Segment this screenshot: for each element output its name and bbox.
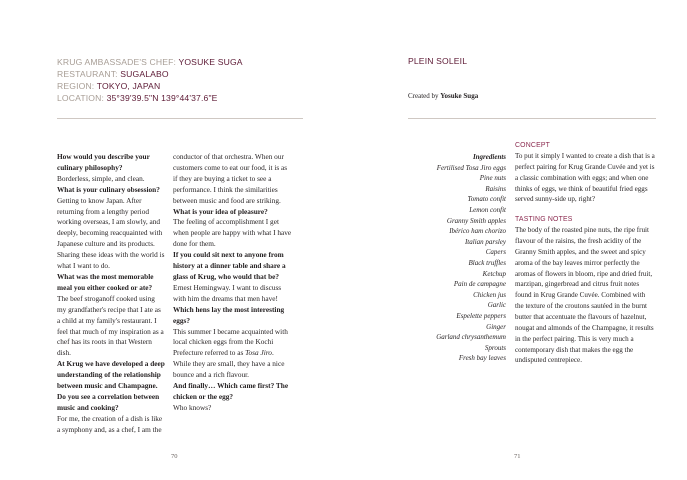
page-number-left: 70 (171, 453, 178, 460)
answer-part: . While they are small, they have a nice bounce and a rich flavour. (173, 348, 285, 380)
ingredient-item: Fresh bay leaves (458, 354, 506, 363)
chef-name: YOSUKE SUGA (178, 57, 243, 67)
question: What was the most memorable meal you either cooked or ate? (57, 271, 154, 292)
location-coords: 35°39'39.5"N 139°44'37.6"E (106, 93, 218, 103)
chef-line (57, 56, 337, 68)
question: What is your culinary obsession? (57, 184, 160, 194)
ingredient-item: Capers (485, 248, 506, 257)
ingredient-item: Garlic (487, 301, 506, 310)
answer (173, 327, 293, 382)
restaurant-label: RESTAURANT: (57, 69, 121, 79)
answer: For me, the creation of a dish is like a symphony and, as a chef, I am the (57, 413, 163, 434)
location-line (57, 92, 337, 104)
ingredient-item: Pain de campagne (453, 280, 506, 289)
question: And finally… Which came first? The chicken or the egg? (173, 381, 289, 401)
header-rule-left (57, 118, 303, 119)
ingredients-list (388, 152, 506, 364)
left-page (0, 0, 343, 480)
ingredient-item: Garland chrysanthemum (436, 333, 506, 342)
created-prefix: Created by (408, 92, 441, 100)
ingredient-item: Ketchup (482, 269, 506, 278)
restaurant-name: SUGALABO (120, 69, 169, 79)
interview-column-1 (57, 152, 165, 436)
answer-continued: conductor of that orchestra. When our customers come to eat our food, it is as if they are buying a ticket to see a performance. I think the similarities between music and food are striking. (173, 152, 288, 205)
created-name: Yosuke Suga (440, 92, 479, 100)
ingredient-item: Raisins (485, 184, 506, 193)
header-rule-right (408, 118, 656, 119)
question: Which hens lay the most interesting eggs? (173, 304, 285, 325)
region-label: REGION: (57, 81, 97, 91)
answer-part: This summer I became acquainted with local chicken eggs from the Kochi Prefecture referred to as (173, 326, 288, 358)
ingredient-item: Black truffles (468, 258, 506, 267)
ingredient-item: Sprouts (484, 343, 506, 352)
answer: Ernest Hemingway. I want to discuss with him the dreams that men have! (173, 282, 282, 303)
ingredient-item: Tomato confit (467, 195, 506, 204)
ingredient-item: Chicken jus (473, 290, 506, 299)
question: What is your idea of pleasure? (173, 206, 268, 216)
answer: Borderless, simple, and clean. (57, 173, 145, 183)
region-line (57, 80, 337, 92)
concept-text: To put it simply I wanted to create a dish that is a perfect pairing for Krug Grande Cuvée and yet is a classic combination with eggs; and when one thinks of eggs, we think of beautiful fried eggs served sunny-side up, right? (515, 152, 655, 204)
tasting-notes-text: The body of the roasted pine nuts, the ripe fruit flavour of the raisins, the fresh acidity of the Granny Smith apples, and the sweet and spicy aroma of the bay leaves mirror perfectly the aromas of flowers in bloom, ripe and dried fruit, marzipan, gingerbread and citrus fruit notes found in Krug Grande Cuvée. Combined with the texture of the croutons sautéed in the burnt butter that accentuate the flavours of hazelnut, nougat and almonds of the Champagne, it results in the perfect pairing. This is very much a contemporary dish that makes the egg the undisputed centrepiece. (515, 226, 654, 365)
answer: Getting to know Japan. After returning from a lengthy period working overseas, I am slowly, and deeply, becoming reacquainted with Japanese culture and its products. Sharing these ideas with the world is what I want to do. (57, 195, 165, 271)
created-by (408, 92, 478, 100)
ingredient-item: Italian parsley (464, 237, 506, 246)
right-page (343, 0, 687, 480)
ingredient-item: Pine nuts (479, 174, 506, 183)
ingredient-item: Lemon confit (469, 205, 506, 214)
notes-column (515, 141, 655, 366)
answer-emphasis: Tosa Jiro (245, 348, 272, 358)
question: If you could sit next to anyone from history at a dinner table and share a glass of Krug, who would that be? (173, 250, 286, 281)
ingredient-item: Granny Smith apples (446, 216, 506, 225)
tasting-notes-heading: TASTING NOTES (515, 216, 573, 224)
page-number-right: 71 (514, 453, 521, 460)
ingredient-item: Fertilised Tosa Jiro eggs (436, 163, 506, 172)
ingredient-items (388, 163, 506, 364)
ingredients-heading: Ingredients (472, 153, 506, 161)
answer: The beef stroganoff cooked using my grandfather's recipe that I ate as a child at my family's restaurant. I feel that much of my inspiration as a chef has its roots in that Western dish. (57, 293, 164, 358)
region-name: TOKYO, JAPAN (96, 81, 161, 91)
location-label: LOCATION: (57, 93, 107, 103)
ingredient-item: Ibérico ham chorizo (449, 227, 506, 236)
restaurant-line (57, 68, 337, 80)
ingredient-item: Espelette peppers (456, 311, 506, 320)
answer: Who knows? (173, 402, 212, 412)
answer: The feeling of accomplishment I get when people are happy with what I have done for them. (173, 217, 292, 249)
concept-heading: CONCEPT (515, 142, 551, 149)
chef-label: KRUG AMBASSADE'S CHEF: (57, 57, 179, 67)
question: How would you describe your culinary philosophy? (57, 152, 150, 172)
question: At Krug we have developed a deep understanding of the relationship between music and Champagne. Do you see a correlation between music and cooking? (57, 359, 165, 412)
dish-title: PLEIN SOLEIL (408, 56, 468, 66)
interview-column-2 (173, 152, 293, 414)
ingredient-item: Ginger (486, 322, 506, 331)
chef-info (57, 56, 337, 104)
